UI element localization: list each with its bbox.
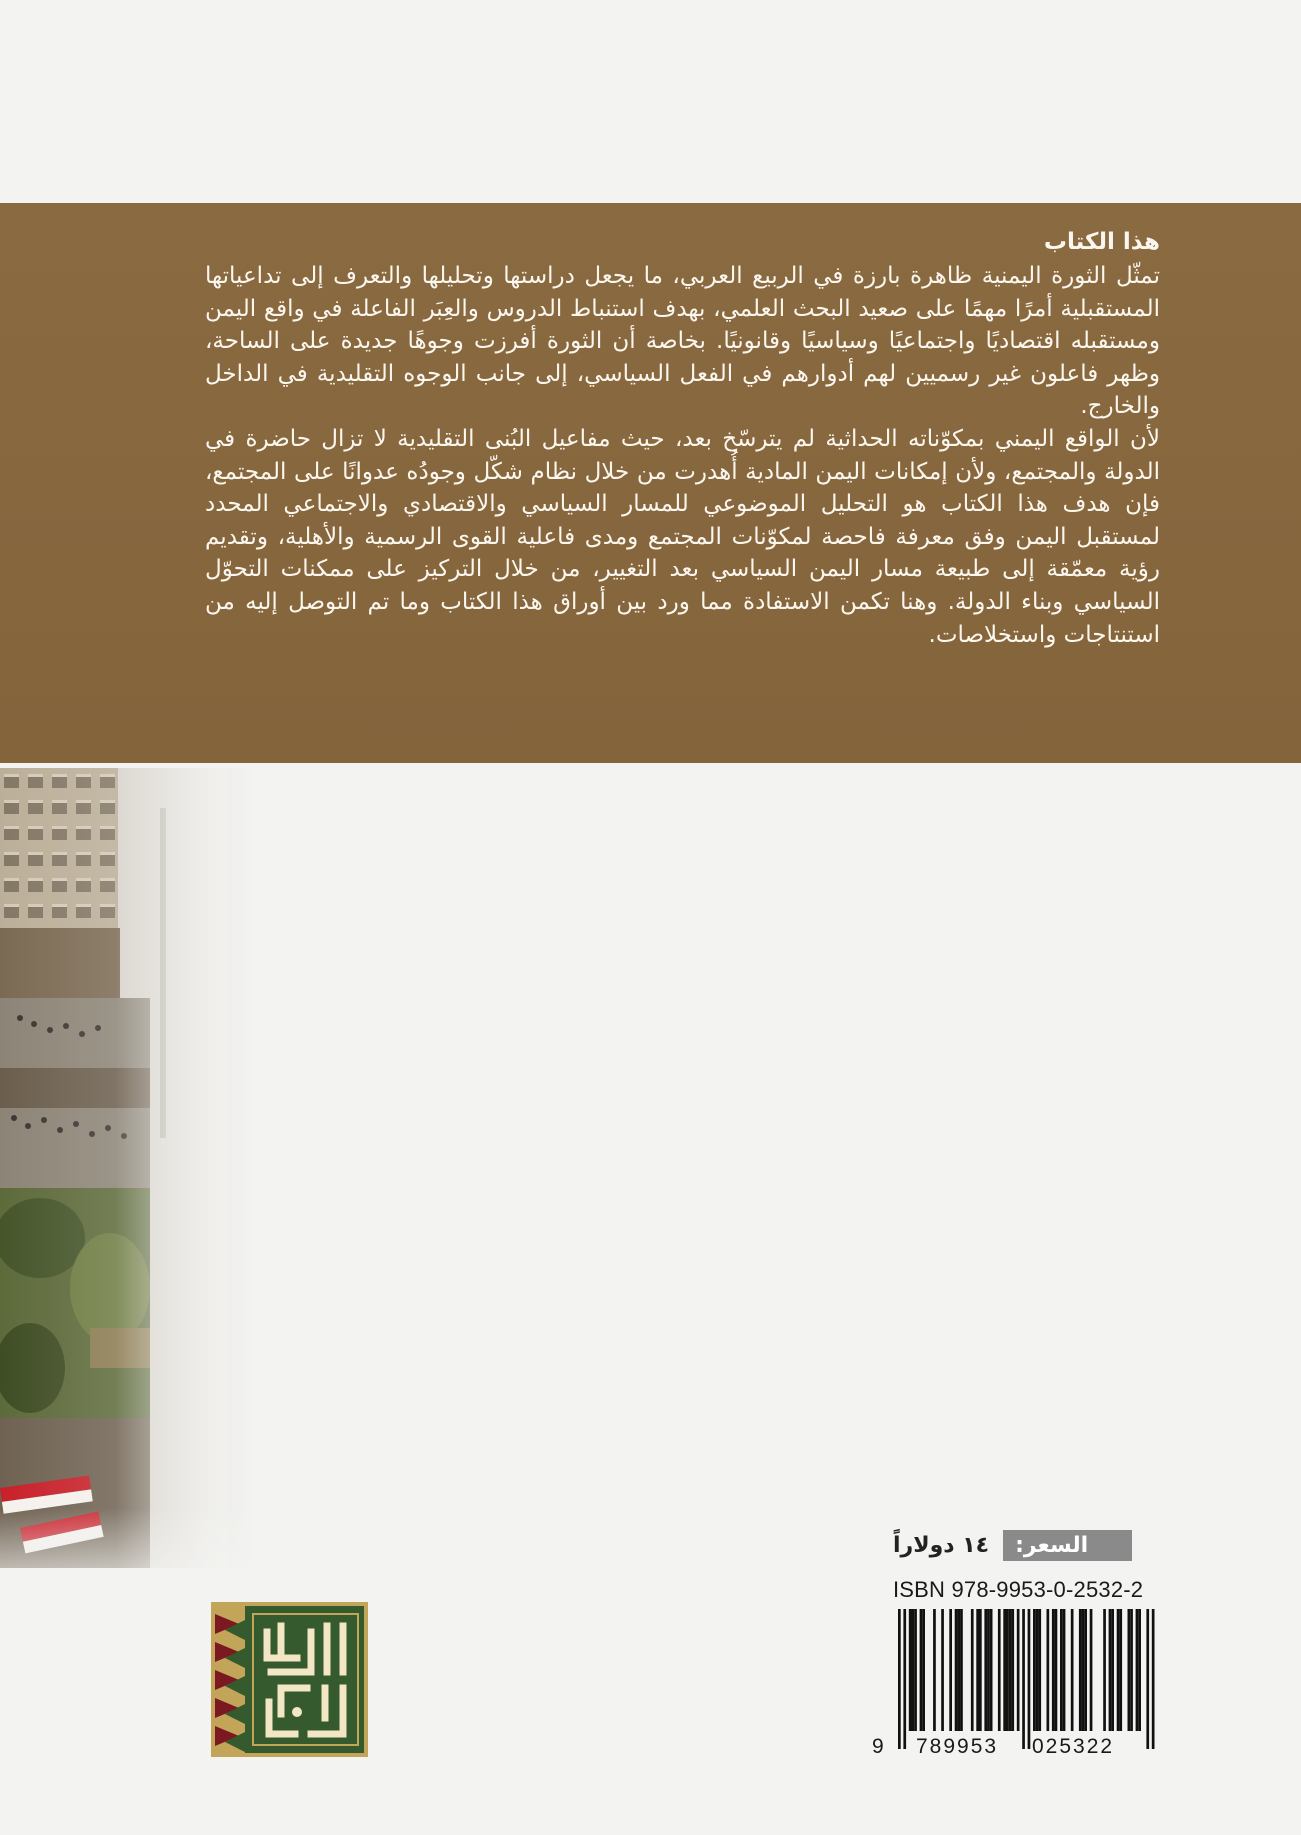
price-value: ١٤ دولاراً [893, 1533, 990, 1558]
barcode-bar [922, 1609, 925, 1731]
barcode-bar [1063, 1609, 1066, 1731]
barcode-bar [1071, 1609, 1074, 1731]
barcode-bar [971, 1609, 974, 1731]
barcode-bar [1009, 1609, 1012, 1731]
barcode-bar [1033, 1609, 1036, 1731]
blurb-paragraph-1: تمثّل الثورة اليمنية ظاهرة بارزة في الربيع العربي، ما يجعل دراستها وتحليلها والتعرف إلى تداعياتها المستقبلية أمرًا مهمًا على صعيد البحث العلمي، بهدف استنباط الدروس والعِبَر الفاعلة في واقع اليمن ومستقبله اقتصاديًا واجتماعيًا وسياسيًا وقانونيًا. بخاصة أن الثورة أفرزت وجوهًا جديدة على الساحة، وظهر فاعلون غير رسميين لهم أدوارهم في الفعل السياسي، إلى جانب الوجوه التقليدية في الداخل والخارج. [205, 263, 1160, 420]
barcode-bar [1017, 1609, 1020, 1731]
barcode-bar [1109, 1609, 1112, 1731]
barcode-bar [960, 1609, 963, 1731]
barcode-bar [1119, 1609, 1122, 1731]
barcode-bar [1011, 1609, 1014, 1731]
barcode-bar [1079, 1609, 1082, 1731]
barcode-bar [903, 1609, 906, 1749]
barcode-bar [1090, 1609, 1093, 1731]
barcode-group-1: 789953 [916, 1735, 999, 1757]
barcode-bar [1130, 1609, 1133, 1731]
barcode-bar [984, 1609, 987, 1731]
barcode [866, 1605, 1166, 1757]
book-blurb [205, 226, 1160, 651]
publisher-calligraphy-logo-icon [211, 1602, 368, 1757]
barcode-bar [1146, 1609, 1149, 1749]
barcode-bar [1128, 1609, 1131, 1731]
barcode-bar [1036, 1609, 1039, 1731]
barcode-bar [1152, 1609, 1155, 1749]
barcode-group-2: 025322 [1032, 1735, 1115, 1757]
barcode-bar [976, 1609, 979, 1731]
barcode-bar [941, 1609, 944, 1731]
barcode-bar [1028, 1609, 1031, 1749]
barcode-bar [1052, 1609, 1055, 1731]
barcode-bar [998, 1609, 1001, 1731]
barcode-bar [1055, 1609, 1058, 1731]
barcode-bar [1111, 1609, 1114, 1731]
barcode-bar [933, 1609, 936, 1731]
barcode-bar [1047, 1609, 1050, 1731]
barcode-bar [1084, 1609, 1087, 1731]
barcode-bar [1022, 1609, 1025, 1749]
barcode-bar [1103, 1609, 1106, 1731]
barcode-bar [987, 1609, 990, 1731]
barcode-bar [979, 1609, 982, 1731]
photo-fade [0, 768, 256, 1568]
barcode-bar [1038, 1609, 1041, 1731]
barcode-bar [1136, 1609, 1139, 1731]
photo-fade-bottom [0, 1508, 256, 1568]
protest-photo [0, 768, 256, 1568]
barcode-lead-digit: 9 [872, 1735, 884, 1757]
barcode-bar [957, 1609, 960, 1731]
blurb-paragraph-2: لأن الواقع اليمني بمكوّناته الحداثية لم يترسّخ بعد، حيث مفاعيل البُنى التقليدية لا تزال حاضرة في الدولة والمجتمع، ولأن إمكانات اليمن المادية أُهدرت من خلال نظام شكّل وجودُه عدوانًا على المجتمع، فإن هدف هذا الكتاب هو التحليل الموضوعي للمسار السياسي والاقتصادي والاجتماعي المحدد لمستقبل اليمن وفق معرفة فاحصة لمكوّنات المجتمع ومدى فاعلية القوى الرسمية والأهلية، وتقديم رؤية معمّقة إلى طبيعة مسار اليمن السياسي بعد التغيير، من خلال التركيز على ممكنات التحوّل السياسي وبناء الدولة. وهنا تكمن الاستفادة مما ورد بين أوراق هذا الكتاب وما تم التوصل إليه من استنتاجات واستخلاصات. [205, 425, 1160, 648]
barcode-bar [1060, 1609, 1063, 1731]
barcode-bar [914, 1609, 917, 1731]
price-tag [893, 1530, 1132, 1561]
barcode-bar [909, 1609, 912, 1731]
barcode-bar [920, 1609, 923, 1731]
barcode-bar [1003, 1609, 1006, 1731]
blurb-heading: هذا الكتاب [1043, 229, 1160, 255]
barcode-bar [898, 1609, 901, 1749]
price-label: السعر: [1003, 1530, 1132, 1561]
barcode-bar [990, 1609, 993, 1731]
barcode-bar [955, 1609, 958, 1731]
barcode-bar [1117, 1609, 1120, 1731]
isbn-number: ISBN 978-9953-0-2532-2 [893, 1577, 1144, 1602]
barcode-bar [949, 1609, 952, 1731]
barcode-bar [1006, 1609, 1009, 1731]
barcode-bar [912, 1609, 915, 1731]
barcode-bar [1082, 1609, 1085, 1731]
barcode-bar [1138, 1609, 1141, 1731]
